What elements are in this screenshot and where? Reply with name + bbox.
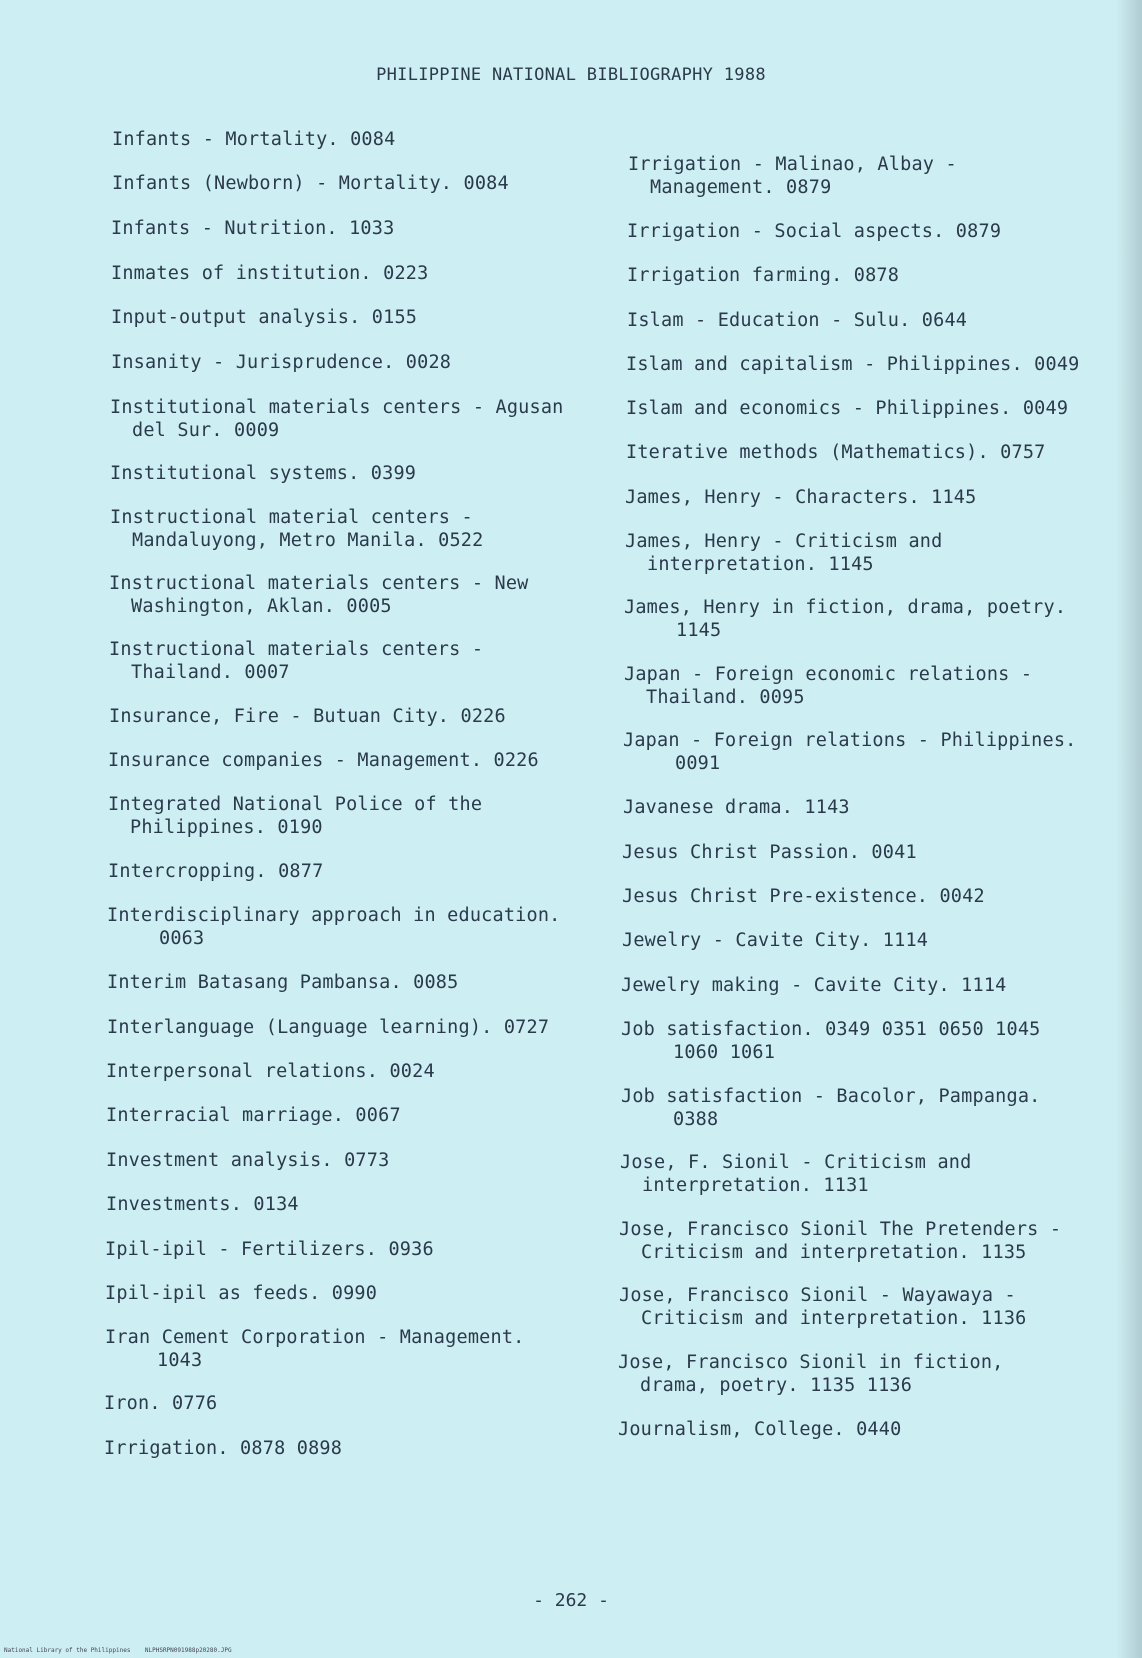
index-entry-line: Japan - Foreign relations - Philippines. [623, 730, 1077, 751]
index-entry-continuation: 1145 [676, 620, 722, 641]
index-entry [104, 1392, 217, 1415]
index-entry [623, 729, 1077, 775]
index-entry [621, 1085, 1041, 1131]
index-entry [107, 904, 561, 950]
index-entry-line: James, Henry - Criticism and [625, 531, 943, 552]
index-entry [104, 1437, 342, 1460]
index-entry-line: Interpersonal relations. 0024 [106, 1061, 435, 1082]
index-entry-line: Intercropping. 0877 [108, 861, 324, 882]
index-entry [625, 530, 942, 576]
index-entry [626, 397, 1068, 420]
index-entry-line: Infants - Mortality. 0084 [112, 129, 396, 150]
index-entry-line: Insanity - Jurisprudence. 0028 [111, 352, 452, 373]
index-entry-continuation: 1060 1061 [673, 1042, 776, 1063]
index-entry [112, 172, 509, 195]
index-entry-continuation: Thailand. 0007 [131, 662, 290, 683]
index-entry-line: Instructional material centers - [110, 507, 473, 528]
index-entry-continuation: drama, poetry. 1135 1136 [640, 1375, 913, 1396]
index-entry-line: Irrigation - Malinao, Albay - [628, 154, 957, 175]
index-entry [105, 1326, 525, 1372]
index-entry [107, 971, 458, 994]
index-entry-line: Input-output analysis. 0155 [111, 307, 418, 328]
page-edge-shadow [1116, 0, 1142, 1658]
index-entry-line: Irrigation farming. 0878 [627, 265, 900, 286]
index-entry [621, 1018, 1041, 1064]
index-entry [620, 1151, 971, 1197]
index-entry-line: Insurance, Fire - Butuan City. 0226 [109, 706, 506, 727]
index-entry-line: Islam - Education - Sulu. 0644 [627, 310, 968, 331]
index-entry [111, 351, 451, 374]
index-entry-line: Javanese drama. 1143 [623, 797, 850, 818]
index-entry [105, 1282, 377, 1305]
index-entry [111, 262, 428, 285]
index-entry-line: Iterative methods (Mathematics). 0757 [626, 442, 1046, 463]
index-entry-continuation: 1043 [157, 1350, 203, 1371]
index-entry-line: Institutional materials centers - Agusan [110, 397, 564, 418]
index-entry [622, 841, 917, 864]
page-header: PHILIPPINE NATIONAL BIBLIOGRAPHY 1988 [376, 65, 766, 85]
index-entry [106, 1104, 401, 1127]
index-entry-continuation: del Sur. 0009 [132, 420, 280, 441]
index-entry-line: Infants (Newborn) - Mortality. 0084 [112, 173, 509, 194]
index-entry [105, 1238, 434, 1261]
index-entry [109, 572, 529, 618]
index-entry [625, 486, 976, 509]
index-entry-line: Investments. 0134 [106, 1194, 299, 1215]
index-entry [107, 1016, 549, 1039]
index-entry-line: Islam and capitalism - Philippines. 0049 [626, 354, 1080, 375]
index-entry-line: Institutional systems. 0399 [110, 463, 417, 484]
index-entry [108, 860, 323, 883]
index-entry-line: Instructional materials centers - [109, 639, 484, 660]
index-entry-line: Job satisfaction. 0349 0351 0650 1045 [621, 1019, 1041, 1040]
index-entry-line: Jewelry making - Cavite City. 1114 [621, 975, 1007, 996]
index-entry [627, 264, 899, 287]
index-entry [626, 353, 1080, 376]
index-entry-line: Interracial marriage. 0067 [106, 1105, 401, 1126]
index-entry-line: Iron. 0776 [104, 1393, 218, 1414]
index-entry [619, 1284, 1027, 1330]
index-entry [106, 1060, 435, 1083]
index-entry-continuation: Thailand. 0095 [646, 687, 805, 708]
page-number: - 262 - [533, 1590, 609, 1611]
index-entry [110, 396, 564, 442]
index-entry [110, 462, 416, 485]
index-entry-continuation: 0063 [159, 928, 205, 949]
index-entry [618, 1418, 901, 1441]
index-entry-line: Ipil-ipil as feeds. 0990 [105, 1283, 378, 1304]
index-entry [108, 749, 539, 772]
index-entry-continuation: Philippines. 0190 [130, 817, 323, 838]
index-entry-line: Infants - Nutrition. 1033 [111, 218, 395, 239]
index-entry-line: Japan - Foreign economic relations - [624, 664, 1033, 685]
index-entry-continuation: interpretation. 1145 [647, 554, 874, 575]
index-entry-line: Interim Batasang Pambansa. 0085 [107, 972, 459, 993]
index-entry [626, 441, 1046, 464]
index-entry-line: Integrated National Police of the [108, 794, 483, 815]
index-entry [621, 974, 1007, 997]
index-entry-line: Interlanguage (Language learning). 0727 [107, 1017, 550, 1038]
index-entry [622, 885, 985, 908]
index-entry-line: Instructional materials centers - New [109, 573, 529, 594]
index-entry [111, 306, 417, 329]
index-entry-continuation: 0388 [673, 1109, 719, 1130]
index-entry-continuation: Mandaluyong, Metro Manila. 0522 [132, 530, 484, 551]
index-entry-line: Ipil-ipil - Fertilizers. 0936 [105, 1239, 434, 1260]
index-entry [111, 217, 394, 240]
index-entry-line: Jesus Christ Passion. 0041 [622, 842, 917, 863]
index-entry-continuation: Management. 0879 [650, 177, 832, 198]
index-entry-line: Job satisfaction - Bacolor, Pampanga. [621, 1086, 1041, 1107]
scan-footer: National Library of the Philippines NLPHSRPN091988p20280.JPG [4, 1647, 232, 1654]
index-entry [109, 705, 506, 728]
index-entry-line: Jose, F. Sionil - Criticism and [620, 1152, 972, 1173]
index-entry-line: Iran Cement Corporation - Management. [105, 1327, 525, 1348]
index-entry-line: Jose, Francisco Sionil in fiction, [618, 1352, 1004, 1373]
index-entry-line: James, Henry - Characters. 1145 [625, 487, 977, 508]
index-entry-continuation: interpretation. 1131 [642, 1175, 869, 1196]
index-entry [108, 793, 482, 839]
index-entry [110, 506, 483, 552]
index-entry-line: Jewelry - Cavite City. 1114 [622, 930, 929, 951]
index-entry [109, 638, 483, 684]
index-entry [627, 309, 967, 332]
index-entry [622, 929, 928, 952]
index-entry-line: Islam and economics - Philippines. 0049 [626, 398, 1069, 419]
index-entry-continuation: 0091 [675, 753, 721, 774]
index-entry [618, 1351, 1004, 1397]
index-entry-line: Interdisciplinary approach in education. [107, 905, 561, 926]
index-entry-line: Irrigation - Social aspects. 0879 [627, 221, 1002, 242]
index-entry [106, 1193, 299, 1216]
index-entry-line: Journalism, College. 0440 [618, 1419, 902, 1440]
index-entry [624, 663, 1032, 709]
index-entry [106, 1149, 389, 1172]
index-entry-line: James, Henry in fiction, drama, poetry. [624, 597, 1067, 618]
index-entry [619, 1218, 1061, 1264]
index-entry [112, 128, 395, 151]
index-entry-line: Jose, Francisco Sionil The Pretenders - [619, 1219, 1062, 1240]
index-entry-continuation: Washington, Aklan. 0005 [131, 596, 392, 617]
index-entry-line: Inmates of institution. 0223 [111, 263, 429, 284]
index-entry-continuation: Criticism and interpretation. 1135 [641, 1242, 1027, 1263]
index-entry-line: Irrigation. 0878 0898 [104, 1438, 343, 1459]
index-entry-line: Jose, Francisco Sionil - Wayawaya - [619, 1285, 1016, 1306]
index-entry-line: Investment analysis. 0773 [106, 1150, 390, 1171]
index-entry [624, 596, 1066, 642]
index-entry-line: Jesus Christ Pre-existence. 0042 [622, 886, 985, 907]
index-entry-continuation: Criticism and interpretation. 1136 [641, 1308, 1027, 1329]
index-entry [628, 153, 957, 199]
index-entry [627, 220, 1001, 243]
index-entry [623, 796, 850, 819]
index-entry-line: Insurance companies - Management. 0226 [108, 750, 539, 771]
